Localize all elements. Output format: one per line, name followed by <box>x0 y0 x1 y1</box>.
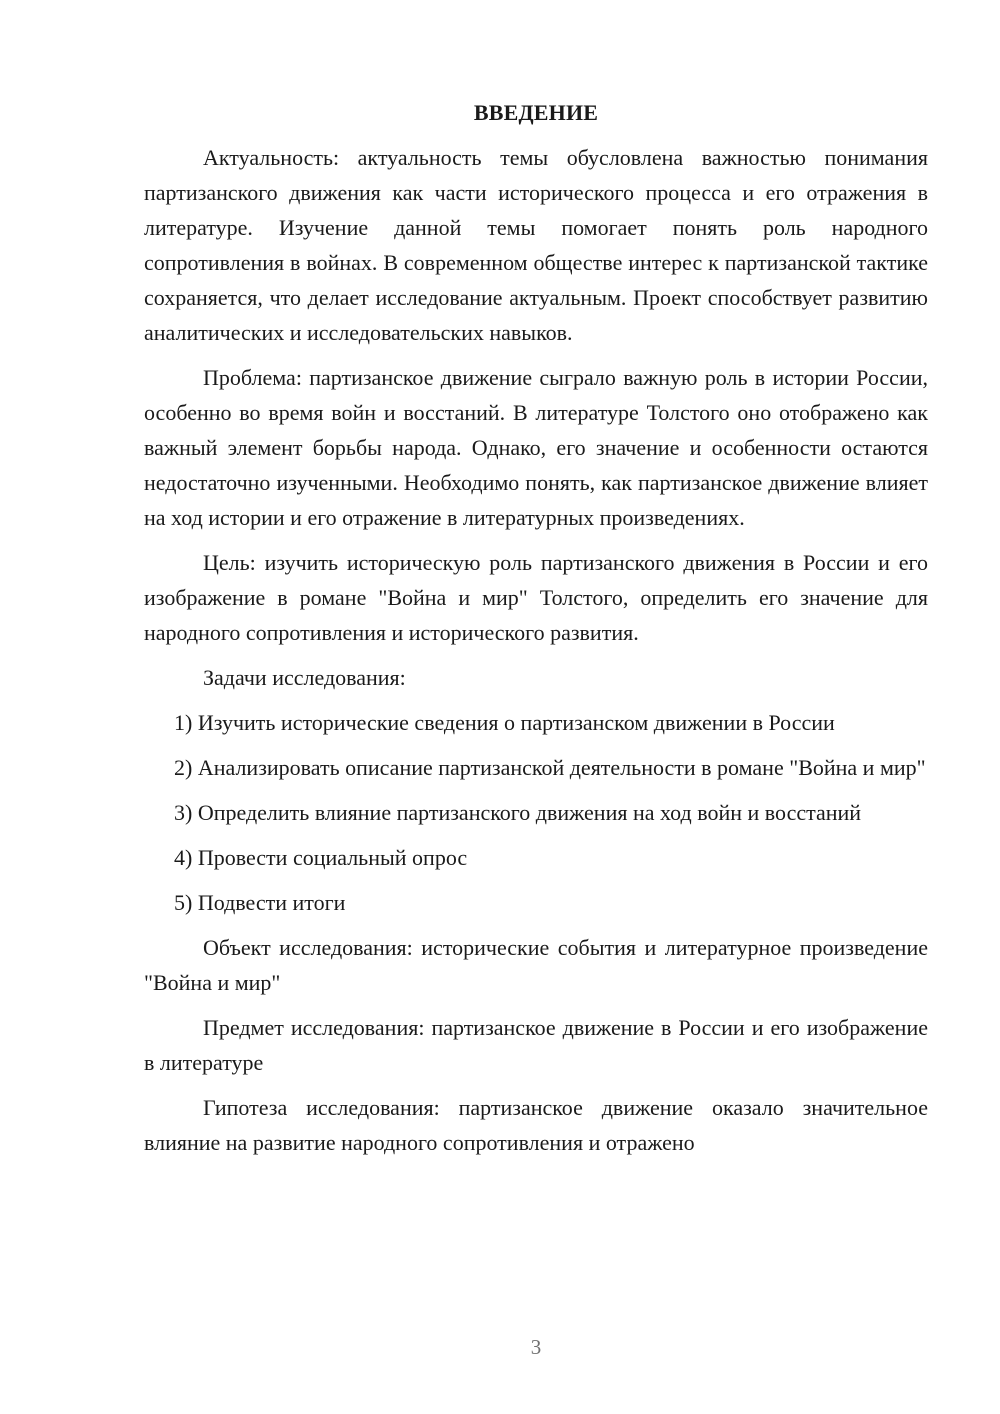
section-title: ВВЕДЕНИЕ <box>473 100 599 125</box>
relevance-paragraph: Актуальность: актуальность темы обусловлена важностью понимания партизанского движения как части исторического процесса и его отражения в литературе. Изучение данной темы помогает понять роль народного сопротивления в войнах. В современном обществе интерес к партизанской тактике сохраняется, что делает исследование актуальным. Проект способствует развитию аналитических и исследовательских навыков. <box>144 145 928 345</box>
page-number: 3 <box>530 1335 542 1359</box>
task-item-1: 1) Изучить исторические сведения о партизанском движении в России <box>174 710 835 735</box>
goal-paragraph: Цель: изучить историческую роль партизанского движения в России и его изображение в романе "Война и мир" Толстого, определить его значение для народного сопротивления и исторического развития. <box>144 550 928 645</box>
research-hypothesis-paragraph: Гипотеза исследования: партизанское движение оказало значительное влияние на развитие народного сопротивления и отражено <box>144 1095 928 1155</box>
task-item-4: 4) Провести социальный опрос <box>174 845 468 870</box>
task-item-5: 5) Подвести итоги <box>174 890 346 915</box>
task-item-3: 3) Определить влияние партизанского движения на ход войн и восстаний <box>174 800 862 825</box>
tasks-heading: Задачи исследования: <box>203 665 406 690</box>
research-subject-paragraph: Предмет исследования: партизанское движение в России и его изображение в литературе <box>144 1015 928 1075</box>
task-item-2: 2) Анализировать описание партизанской деятельности в романе "Война и мир" <box>174 755 926 780</box>
problem-paragraph: Проблема: партизанское движение сыграло важную роль в истории России, особенно во время войн и восстаний. В литературе Толстого оно отображено как важный элемент борьбы народа. Однако, его значение и особенности остаются недостаточно изученными. Необходимо понять, как партизанское движение влияет на ход истории и его отражение в литературных произведениях. <box>144 365 928 530</box>
research-object-paragraph: Объект исследования: исторические события и литературное произведение "Война и мир" <box>144 935 928 995</box>
page-content <box>144 95 928 1170</box>
